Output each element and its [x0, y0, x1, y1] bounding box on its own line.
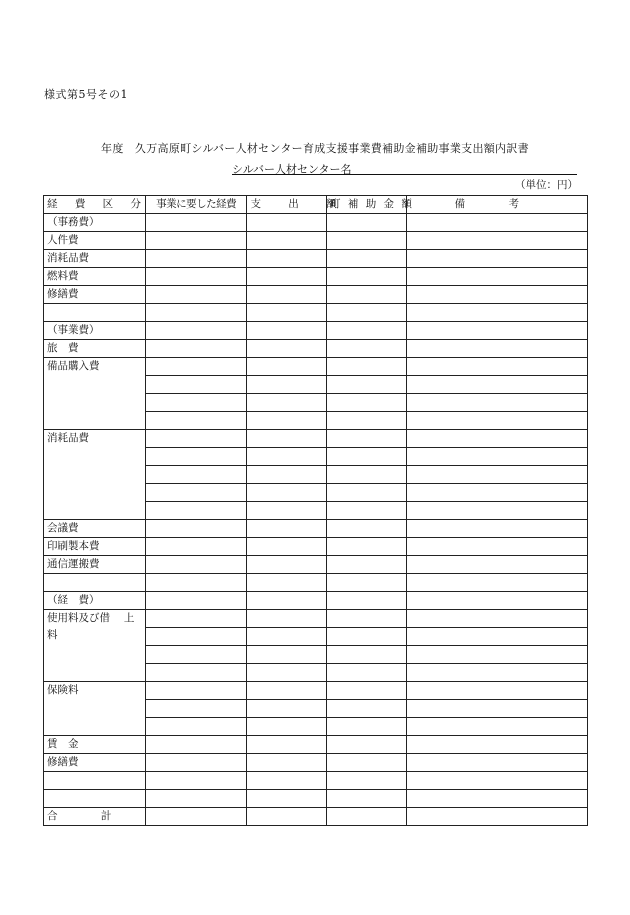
remarks-cell[interactable]: [406, 232, 587, 250]
remarks-cell[interactable]: [406, 520, 587, 538]
expenditure-cell[interactable]: [247, 664, 327, 682]
required-cost-cell[interactable]: [145, 448, 247, 466]
category-cell: 会議費: [44, 520, 146, 538]
table-row: [44, 736, 588, 754]
remarks-cell[interactable]: [406, 664, 587, 682]
town-subsidy-cell[interactable]: [327, 466, 407, 484]
category-cell: （事業費）: [44, 322, 146, 340]
town-subsidy-cell[interactable]: [327, 322, 407, 340]
town-subsidy-cell[interactable]: [327, 502, 407, 520]
expenditure-cell[interactable]: [247, 592, 327, 610]
remarks-cell[interactable]: [406, 538, 587, 556]
header-required-cost: 事業に要した経費: [145, 196, 247, 214]
table-row: [44, 232, 588, 250]
required-cost-cell[interactable]: [145, 592, 247, 610]
remarks-cell[interactable]: [406, 790, 587, 808]
category-cell: [44, 304, 146, 322]
expenditure-cell[interactable]: [247, 268, 327, 286]
remarks-cell[interactable]: [406, 322, 587, 340]
category-cell: 保険料: [44, 682, 146, 736]
required-cost-cell[interactable]: [145, 700, 247, 718]
category-cell: （事務費）: [44, 214, 146, 232]
table-row: [44, 682, 588, 700]
required-cost-cell[interactable]: [145, 412, 247, 430]
remarks-cell[interactable]: [406, 358, 587, 376]
expense-breakdown-table: [43, 195, 588, 826]
town-subsidy-cell[interactable]: [327, 430, 407, 448]
table-row: [44, 808, 588, 826]
required-cost-cell[interactable]: [145, 268, 247, 286]
town-subsidy-cell[interactable]: [327, 538, 407, 556]
category-cell: 人件費: [44, 232, 146, 250]
category-cell: 賃 金: [44, 736, 146, 754]
required-cost-cell[interactable]: [145, 520, 247, 538]
remarks-cell[interactable]: [406, 718, 587, 736]
unit-label: （単位：円）: [515, 179, 578, 191]
town-subsidy-cell[interactable]: [327, 394, 407, 412]
town-subsidy-cell[interactable]: [327, 592, 407, 610]
table-row: [44, 754, 588, 772]
category-cell: [44, 790, 146, 808]
expenditure-cell[interactable]: [247, 736, 327, 754]
expenditure-cell[interactable]: [247, 700, 327, 718]
expenditure-cell[interactable]: [247, 718, 327, 736]
category-cell: [44, 574, 146, 592]
table-body: [44, 214, 588, 826]
town-subsidy-cell[interactable]: [327, 520, 407, 538]
table-row: [44, 538, 588, 556]
expenditure-cell[interactable]: [247, 250, 327, 268]
table-row: [44, 250, 588, 268]
table-row: [44, 322, 588, 340]
category-cell: 燃料費: [44, 268, 146, 286]
category-cell: 印刷製本費: [44, 538, 146, 556]
remarks-cell[interactable]: [406, 682, 587, 700]
expenditure-cell[interactable]: [247, 376, 327, 394]
expenditure-cell[interactable]: [247, 412, 327, 430]
center-name-label: シルバー人材センター名: [232, 163, 352, 176]
expenditure-cell[interactable]: [247, 610, 327, 628]
required-cost-cell[interactable]: [145, 340, 247, 358]
town-subsidy-cell[interactable]: [327, 304, 407, 322]
remarks-cell[interactable]: [406, 340, 587, 358]
town-subsidy-cell[interactable]: [327, 358, 407, 376]
remarks-cell[interactable]: [406, 754, 587, 772]
required-cost-cell[interactable]: [145, 538, 247, 556]
header-category: 経 費 区 分: [44, 196, 146, 214]
required-cost-cell[interactable]: [145, 358, 247, 376]
remarks-cell[interactable]: [406, 304, 587, 322]
expenditure-cell[interactable]: [247, 214, 327, 232]
table-row: [44, 358, 588, 376]
required-cost-cell[interactable]: [145, 232, 247, 250]
expenditure-cell[interactable]: [247, 484, 327, 502]
required-cost-cell[interactable]: [145, 502, 247, 520]
town-subsidy-cell[interactable]: [327, 736, 407, 754]
town-subsidy-cell[interactable]: [327, 754, 407, 772]
table-row: [44, 574, 588, 592]
expenditure-cell[interactable]: [247, 790, 327, 808]
remarks-cell[interactable]: [406, 556, 587, 574]
town-subsidy-cell[interactable]: [327, 646, 407, 664]
town-subsidy-cell[interactable]: [327, 448, 407, 466]
table-row: [44, 592, 588, 610]
expenditure-cell[interactable]: [247, 502, 327, 520]
town-subsidy-cell[interactable]: [327, 808, 407, 826]
remarks-cell[interactable]: [406, 268, 587, 286]
expenditure-cell[interactable]: [247, 232, 327, 250]
category-cell: 備品購入費: [44, 358, 146, 430]
required-cost-cell[interactable]: [145, 628, 247, 646]
remarks-cell[interactable]: [406, 430, 587, 448]
remarks-cell[interactable]: [406, 286, 587, 304]
expenditure-cell[interactable]: [247, 808, 327, 826]
expenditure-cell[interactable]: [247, 286, 327, 304]
town-subsidy-cell[interactable]: [327, 232, 407, 250]
remarks-cell[interactable]: [406, 574, 587, 592]
expenditure-cell[interactable]: [247, 466, 327, 484]
table-row: [44, 430, 588, 448]
required-cost-cell[interactable]: [145, 286, 247, 304]
expenditure-cell[interactable]: [247, 646, 327, 664]
category-cell: 通信運搬費: [44, 556, 146, 574]
category-cell: 消耗品費: [44, 250, 146, 268]
remarks-cell[interactable]: [406, 610, 587, 628]
required-cost-cell[interactable]: [145, 682, 247, 700]
required-cost-cell[interactable]: [145, 214, 247, 232]
expenditure-cell[interactable]: [247, 340, 327, 358]
category-cell: （経 費）: [44, 592, 146, 610]
town-subsidy-cell[interactable]: [327, 664, 407, 682]
town-subsidy-cell[interactable]: [327, 556, 407, 574]
required-cost-cell[interactable]: [145, 736, 247, 754]
category-cell: 修繕費: [44, 286, 146, 304]
expenditure-cell[interactable]: [247, 628, 327, 646]
town-subsidy-cell[interactable]: [327, 268, 407, 286]
table-row: [44, 268, 588, 286]
required-cost-cell[interactable]: [145, 466, 247, 484]
required-cost-cell[interactable]: [145, 376, 247, 394]
total-label: 合 計: [44, 808, 146, 826]
remarks-cell[interactable]: [406, 376, 587, 394]
remarks-cell[interactable]: [406, 808, 587, 826]
table-row: [44, 520, 588, 538]
table-row: [44, 610, 588, 628]
remarks-cell[interactable]: [406, 646, 587, 664]
remarks-cell[interactable]: [406, 502, 587, 520]
center-name-field[interactable]: [232, 158, 577, 175]
expenditure-cell[interactable]: [247, 304, 327, 322]
form-number: 様式第5号その1: [44, 88, 128, 101]
expenditure-cell[interactable]: [247, 394, 327, 412]
town-subsidy-cell[interactable]: [327, 214, 407, 232]
remarks-cell[interactable]: [406, 250, 587, 268]
remarks-cell[interactable]: [406, 628, 587, 646]
header-town-subsidy: 町 補 助 金 額: [327, 196, 407, 214]
required-cost-cell[interactable]: [145, 610, 247, 628]
document-title: 年度 久万高原町シルバー人材センター育成支援事業費補助金補助事業支出額内訳書: [101, 142, 529, 155]
town-subsidy-cell[interactable]: [327, 790, 407, 808]
town-subsidy-cell[interactable]: [327, 412, 407, 430]
remarks-cell[interactable]: [406, 592, 587, 610]
expenditure-cell[interactable]: [247, 754, 327, 772]
required-cost-cell[interactable]: [145, 574, 247, 592]
town-subsidy-cell[interactable]: [327, 340, 407, 358]
remarks-cell[interactable]: [406, 448, 587, 466]
expenditure-cell[interactable]: [247, 682, 327, 700]
category-cell: 旅 費: [44, 340, 146, 358]
required-cost-cell[interactable]: [145, 718, 247, 736]
town-subsidy-cell[interactable]: [327, 628, 407, 646]
table-header-row: [44, 196, 588, 214]
table-row: [44, 790, 588, 808]
required-cost-cell[interactable]: [145, 250, 247, 268]
header-remarks: 備 考: [406, 196, 587, 214]
remarks-cell[interactable]: [406, 484, 587, 502]
required-cost-cell[interactable]: [145, 664, 247, 682]
expenditure-cell[interactable]: [247, 358, 327, 376]
remarks-cell[interactable]: [406, 412, 587, 430]
expenditure-cell[interactable]: [247, 322, 327, 340]
remarks-cell[interactable]: [406, 772, 587, 790]
remarks-cell[interactable]: [406, 394, 587, 412]
table-row: [44, 772, 588, 790]
required-cost-cell[interactable]: [145, 808, 247, 826]
required-cost-cell[interactable]: [145, 790, 247, 808]
expenditure-cell[interactable]: [247, 448, 327, 466]
remarks-cell[interactable]: [406, 700, 587, 718]
required-cost-cell[interactable]: [145, 754, 247, 772]
required-cost-cell[interactable]: [145, 394, 247, 412]
category-cell: 使用料及び借 上料: [44, 610, 146, 682]
town-subsidy-cell[interactable]: [327, 610, 407, 628]
required-cost-cell[interactable]: [145, 772, 247, 790]
remarks-cell[interactable]: [406, 214, 587, 232]
category-cell: 消耗品費: [44, 430, 146, 520]
town-subsidy-cell[interactable]: [327, 700, 407, 718]
expenditure-cell[interactable]: [247, 430, 327, 448]
category-cell: [44, 772, 146, 790]
header-expenditure: 支 出 額: [247, 196, 327, 214]
expenditure-cell[interactable]: [247, 556, 327, 574]
expenditure-cell[interactable]: [247, 538, 327, 556]
required-cost-cell[interactable]: [145, 484, 247, 502]
expenditure-cell[interactable]: [247, 520, 327, 538]
required-cost-cell[interactable]: [145, 322, 247, 340]
town-subsidy-cell[interactable]: [327, 250, 407, 268]
required-cost-cell[interactable]: [145, 646, 247, 664]
required-cost-cell[interactable]: [145, 430, 247, 448]
expenditure-cell[interactable]: [247, 772, 327, 790]
town-subsidy-cell[interactable]: [327, 376, 407, 394]
table-row: [44, 556, 588, 574]
town-subsidy-cell[interactable]: [327, 574, 407, 592]
town-subsidy-cell[interactable]: [327, 484, 407, 502]
category-cell: 修繕費: [44, 754, 146, 772]
town-subsidy-cell[interactable]: [327, 718, 407, 736]
town-subsidy-cell[interactable]: [327, 772, 407, 790]
table-row: [44, 214, 588, 232]
town-subsidy-cell[interactable]: [327, 286, 407, 304]
remarks-cell[interactable]: [406, 736, 587, 754]
town-subsidy-cell[interactable]: [327, 682, 407, 700]
remarks-cell[interactable]: [406, 466, 587, 484]
table-row: [44, 304, 588, 322]
required-cost-cell[interactable]: [145, 304, 247, 322]
required-cost-cell[interactable]: [145, 556, 247, 574]
expenditure-cell[interactable]: [247, 574, 327, 592]
table-row: [44, 340, 588, 358]
table-row: [44, 286, 588, 304]
